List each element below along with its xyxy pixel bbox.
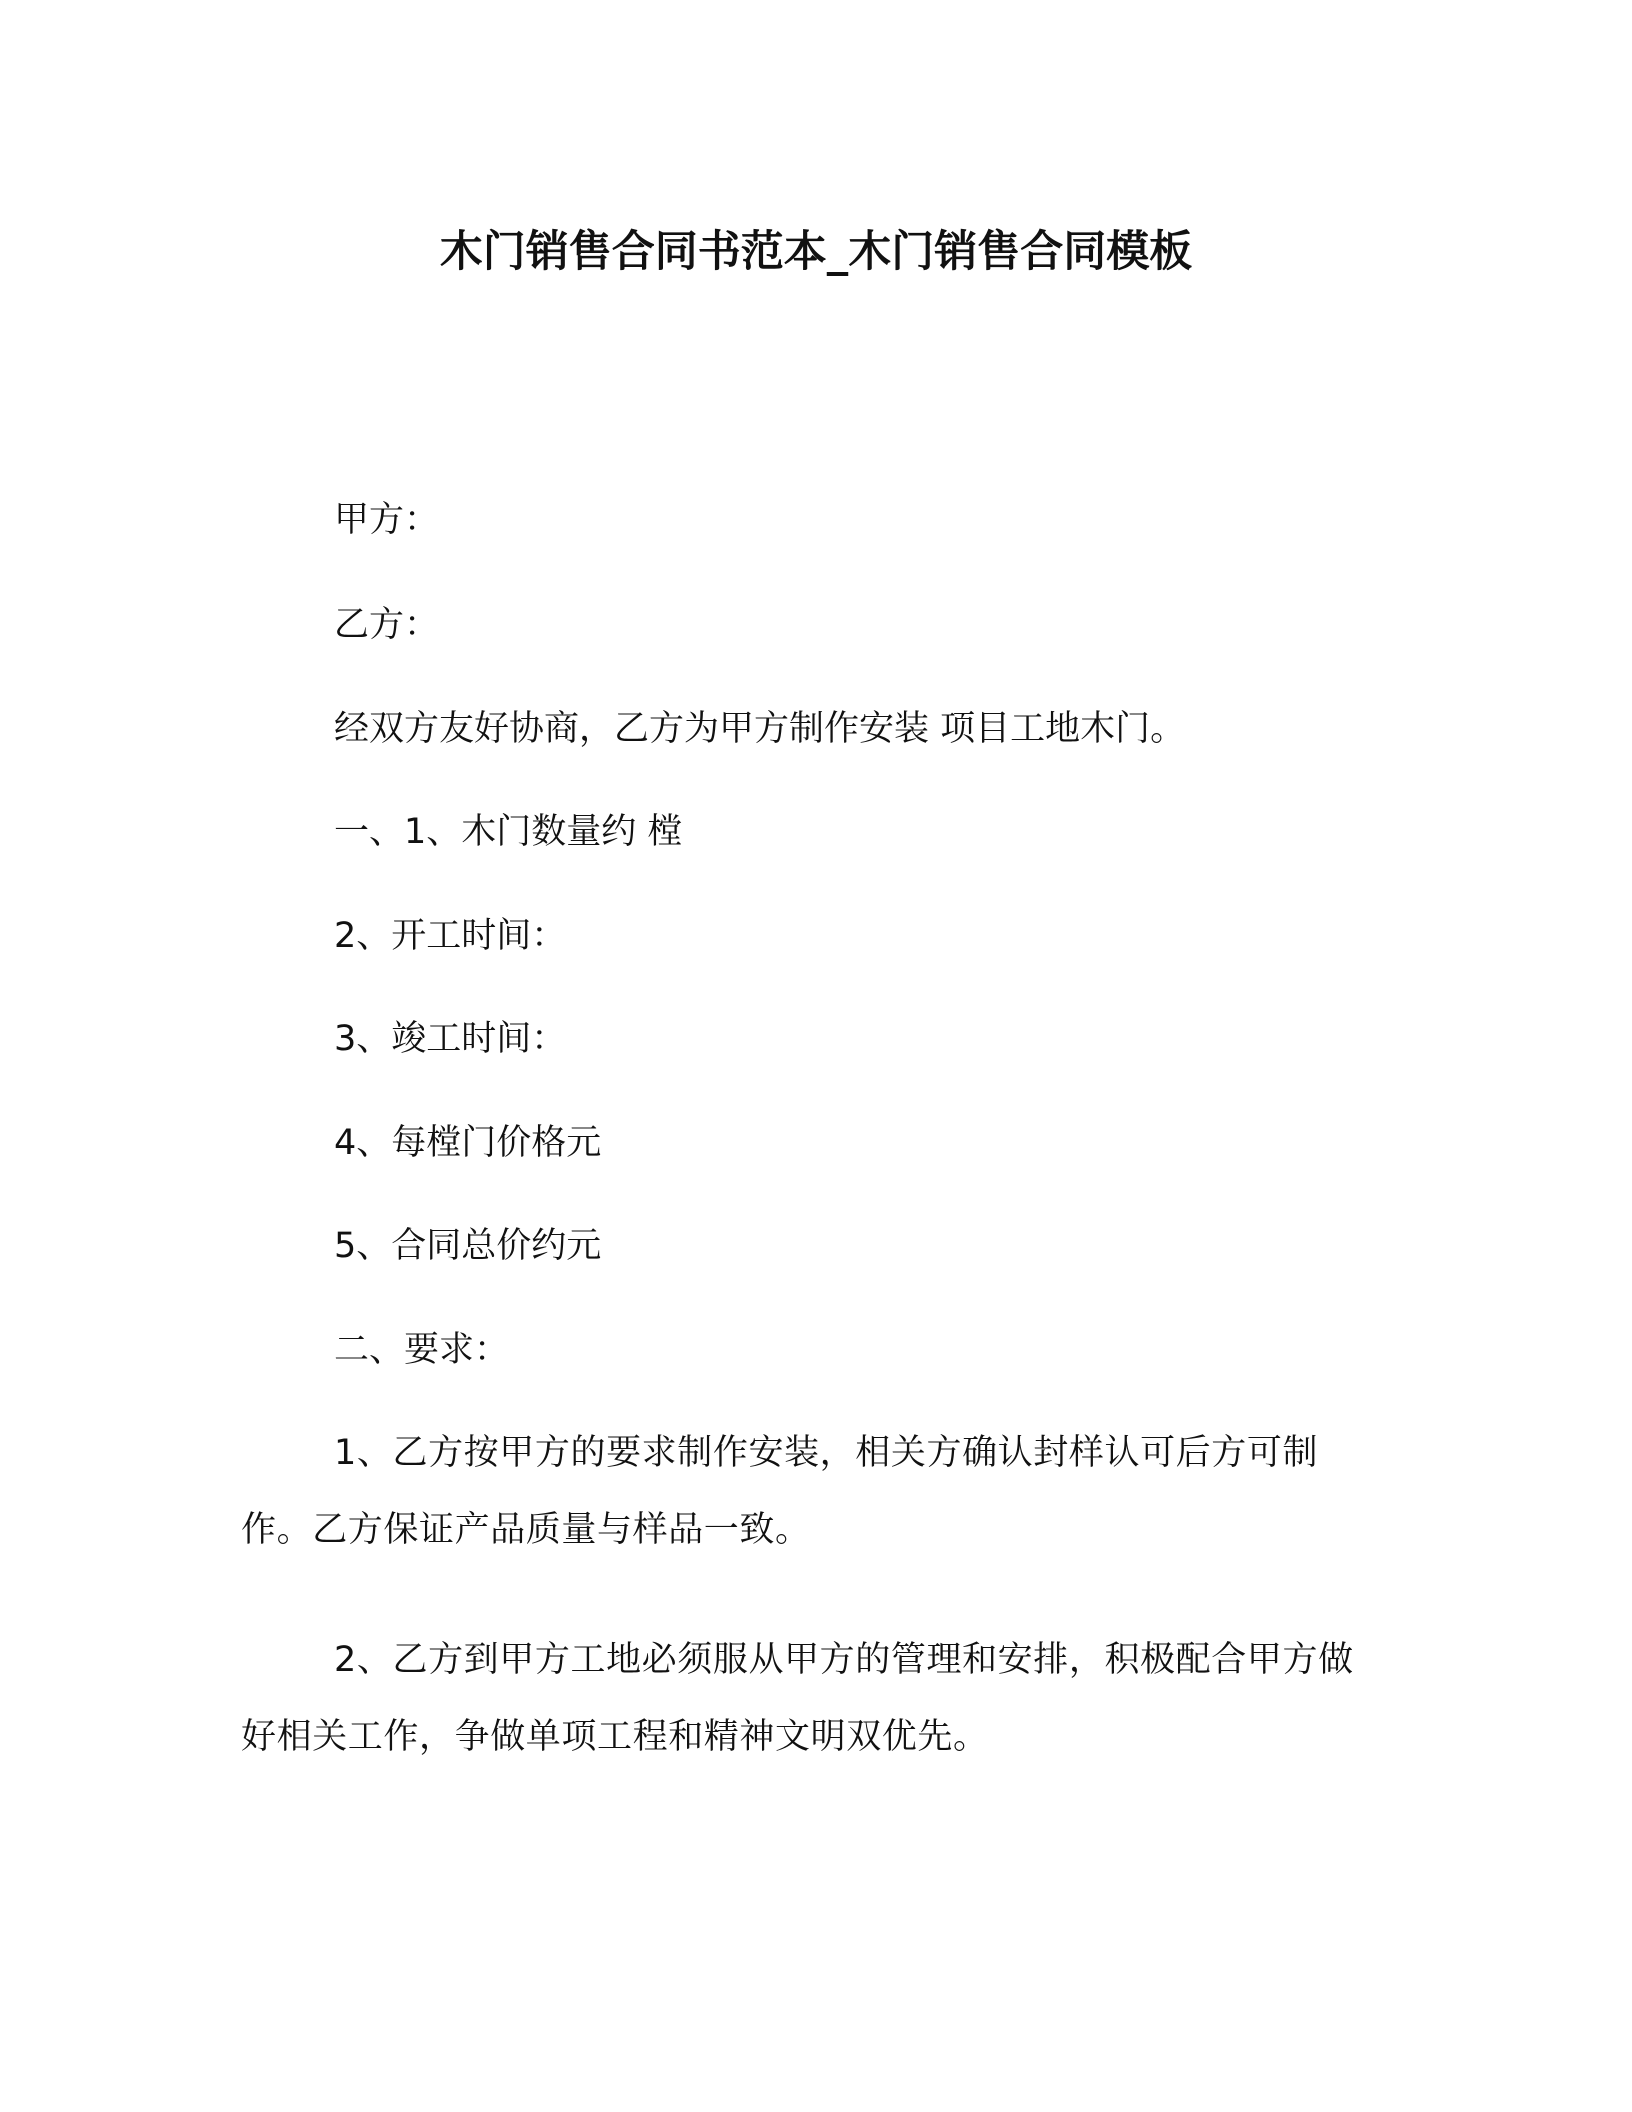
party-a-line: 甲方： [334,500,440,540]
start-time-line: 2、开工时间： [334,916,567,956]
completion-time-line: 3、竣工时间： [334,1019,567,1059]
document-title: 木门销售合同书范本_木门销售合同模板 [439,227,1193,277]
party-b-line: 乙方： [334,605,440,645]
requirement-paragraph-2: 2、乙方到甲方工地必须服从甲方的管理和安排，积极配合甲方做好相关工作，争做单项工程和精神文明双优先。 [241,1640,1354,1757]
requirements-heading: 二、要求： [334,1330,510,1370]
requirement-paragraph-1: 1、乙方按甲方的要求制作安装，相关方确认封样认可后方可制作。乙方保证产品质量与样品一致。 [241,1433,1319,1550]
total-price-line: 5、合同总价约元 [334,1226,602,1266]
unit-price-line: 4、每樘门价格元 [334,1123,602,1163]
door-quantity-line: 一、1、木门数量约 樘 [334,812,683,852]
agreement-intro-line: 经双方友好协商，乙方为甲方制作安装 项目工地木门。 [334,709,1186,749]
